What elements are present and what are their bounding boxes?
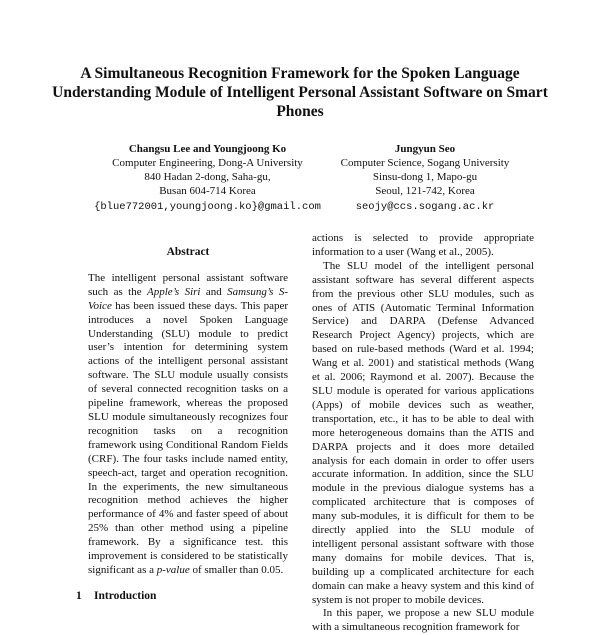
left-column <box>88 246 288 578</box>
author-email: seojy@ccs.sogang.ac.kr <box>355 201 495 213</box>
abstract-heading: Abstract <box>166 246 210 258</box>
paper-title: A Simultaneous Recognition Framework for the Spoken Language Understanding Module of Intelligent Personal Assistant Software on Smart Phones <box>52 65 548 120</box>
author-address-line: Seoul, 121-742, Korea <box>375 185 475 197</box>
right-column <box>312 232 534 635</box>
abstract-text-end: of smaller than 0.05. <box>189 563 284 576</box>
abstract-text-and: and <box>200 285 228 298</box>
abstract-siri: Apple’s Siri <box>146 285 201 298</box>
abstract-text-body: has been issued these days. This paper introduces a novel Spoken Language Understanding (SLU) module to predict user’s intention for determining system actions of the intelligent personal assistant software. The SLU module usually consists of several connected recognition tasks on a pipeline framework, whereas the proposed SLU module simultaneously recognizes four recognition tasks on a recognition framework using Conditional Random Fields (CRF). The four tasks include named entity, speech-act, target and operation recognition. In the experiments, the new simultaneous recognition method achieves the higher performance of 4% and faster speed of about 25% than other method using a pipeline framework. By a significance test. this improvement is considered to be statistically significant as a <box>88 299 288 576</box>
author-address-line: Sinsu-dong 1, Mapo-gu <box>372 171 478 183</box>
paragraph: actions is selected to provide appropriate information to a user (Wang et al., 2005). <box>312 232 534 258</box>
author-address-line: 840 Hadan 2-dong, Saha-gu, <box>144 171 271 183</box>
abstract-text <box>88 272 288 578</box>
author-affiliation: Computer Engineering, Dong-A University <box>112 157 303 169</box>
section-title: Introduction <box>94 590 157 602</box>
author-block-1 <box>80 142 335 214</box>
author-block-2 <box>325 142 525 214</box>
author-email: {blue772001,youngjoong.ko}@gmail.com <box>94 201 321 213</box>
paragraph: In this paper, we propose a new SLU module with a simultaneous recognition framework for <box>312 607 534 634</box>
paragraph: The SLU model of the intelligent personal assistant software has several different aspects from the previous other SLU modules, such as ones of ATIS (Automatic Terminal Information Service) and DARPA (Defense Advanced Research Project Agency) projects, which are based on rule-based methods (Ward et al. 1994; Wang et al. 2001) and statistical methods (Wang et al. 2006; Raymond et al. 2007). Because the SLU module is operated for various applications (Apps) of mobile devices such as weather, transportation, etc., it has to be able to deal with more heterogeneous domains than the ATIS and DARPA projects and it does more detailed analysis for each domain in order to offer users accurate information. In addition, since the SLU module in the previous dialogue systems has a complicated architecture that is composes of many sub-modules, it is difficult for them to be directly applied into the SLU module of intelligent personal assistant software with those many domains for mobile devices. That is, building up a complicated architecture for each domain can make a heavy system and this kind of system is not proper to mobile devices. <box>312 259 534 606</box>
abstract-svoice: Samsung’s S-Voice <box>88 285 288 312</box>
author-affiliation: Computer Science, Sogang University <box>340 157 510 169</box>
author-name: Jungyun Seo <box>394 143 456 155</box>
section-number: 1 <box>76 590 82 602</box>
author-name: Changsu Lee and Youngjoong Ko <box>128 143 287 155</box>
abstract-pvalue: p-value <box>156 563 190 576</box>
abstract-text-start: The intelligent personal assistant software such as the <box>88 271 288 298</box>
author-address-line: Busan 604-714 Korea <box>159 185 256 197</box>
section-heading <box>76 590 156 602</box>
